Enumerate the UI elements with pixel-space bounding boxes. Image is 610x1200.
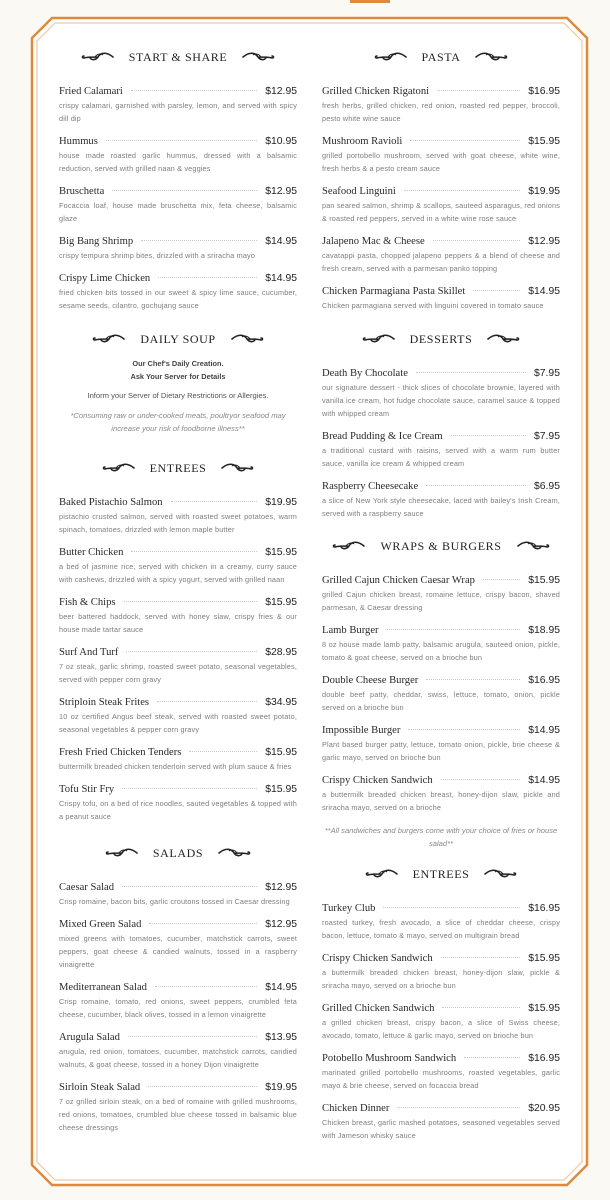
item-description: Focaccia loaf, house made bruschetta mix, feta cheese, balsamic glaze [59,201,297,223]
dotted-leader [397,1107,520,1108]
item-description: crispy tempura shrimp bites, drizzled with a sriracha mayo [59,251,256,260]
item-name: Tofu Stir Fry [59,784,115,795]
menu-item-row [322,430,560,444]
item-price: $14.95 [265,982,297,993]
menu-item [322,235,560,275]
dotted-leader [112,190,257,191]
item-description: buttermilk breaded chicken tenderloin served with plum sauce & fries [59,762,292,771]
sides-note: **All sandwiches and burgers come with your choice of fries or house salad** [324,826,558,848]
item-description: 7 oz grilled sirloin steak, on a bed of romaine with grilled mushrooms, red onions, tomatoes, crumbled blue cheese tossed in balsamic blue cheese dressings [59,1097,297,1132]
item-name: Death By Chocolate [322,368,408,379]
menu-item [322,952,560,992]
section-title: START & SHARE [128,49,228,64]
menu-item-row [322,480,560,494]
item-name: Hummus [59,136,98,147]
dotted-leader [416,372,526,373]
item-price: $14.95 [528,286,560,297]
section-title: ENTREES [412,866,470,881]
menu-item-row [59,496,297,510]
item-price: $20.95 [528,1103,560,1114]
menu-item-row [322,185,560,199]
section-header [322,536,560,556]
item-name: Jalapeno Mac & Cheese [322,236,425,247]
section-title: ENTREES [149,460,207,475]
menu-item [322,774,560,814]
item-description: pan seared salmon, shrimp & scallops, sauteed asparagus, red onions & roasted red peppers, served in a white wine rose sauce [322,201,560,223]
menu-item-row [59,546,297,560]
item-description: our signature dessert - thick slices of chocolate brownie, layered with vanilla ice cream, hot fudge chocolate sauce, caramel sauce & topped with whipped cream [322,383,560,418]
menu-section [59,47,297,322]
item-description: a grilled chicken breast, crispy bacon, a slice of Swiss cheese, avocado, tomato, lettuce & garlic mayo, served on brioche bun [322,1018,560,1040]
menu-item-row [59,272,297,286]
item-price: $7.95 [533,431,560,442]
item-price: $12.95 [265,186,297,197]
menu-item [322,724,560,764]
item-price: $15.95 [528,136,560,147]
item-description: crispy calamari, garnished with parsley, lemon, and served with spicy dill dip [59,101,297,123]
dotted-leader [155,986,257,987]
item-description: 7 oz steak, garlic shrimp, roasted sweet potato, seasonal vegetables, served with pepper corn gravy [59,662,297,684]
menu-item-row [322,624,560,638]
item-name: Fresh Fried Chicken Tenders [59,747,182,758]
menu-item-row [59,981,297,995]
item-name: Surf And Turf [59,647,119,658]
dotted-leader [149,923,257,924]
dotted-leader [128,1036,257,1037]
item-description: a buttermilk breaded chicken breast, honey-dijon slaw, pickle and sriracha mayo, served on a brioche [322,790,560,812]
item-description: fresh herbs, grilled chicken, red onion, roasted red pepper, broccoli, pesto white wine sauce [322,101,560,123]
item-price: $16.95 [528,675,560,686]
menu-section [59,329,297,435]
item-price: $15.95 [528,1003,560,1014]
menu-section [322,536,560,850]
menu-item [322,902,560,942]
daily-soup-info [59,357,297,435]
flourish-left-icon [81,51,115,63]
dotted-leader [442,1007,520,1008]
dotted-leader [122,788,257,789]
menu-item-row [59,135,297,149]
item-description: mixed greens with tomatoes, cucumber, matchstick carrots, sweet peppers, goat cheese & candied walnuts, tossed in a raspberry vinaigrette [59,934,297,969]
flourish-left-icon [332,540,366,552]
item-name: Sirloin Steak Salad [59,1082,141,1093]
dotted-leader [106,140,257,141]
section-header [59,458,297,478]
item-price: $28.95 [265,647,297,658]
dotted-leader [189,751,257,752]
dotted-leader [426,679,520,680]
item-description: Crisp romaine, bacon bits, garlic croutons tossed in Caesar dressing [59,897,290,906]
item-description: beer battered haddock, served with honey slaw, crispy fries & our house made tartar sauce [59,612,297,634]
item-description: 10 oz certified Angus beef steak, served with roasted sweet potato, seasonal vegetables & pepper corn gravy [59,712,297,734]
item-price: $15.95 [528,575,560,586]
item-name: Turkey Club [322,903,376,914]
flourish-left-icon [102,462,136,474]
menu-section [59,458,297,833]
item-price: $12.95 [265,882,297,893]
item-name: Impossible Burger [322,725,401,736]
dotted-leader [126,651,257,652]
dotted-leader [410,140,520,141]
menu-item [322,574,560,614]
item-price: $15.95 [265,747,297,758]
item-price: $14.95 [265,236,297,247]
menu-item [59,783,297,823]
item-price: $15.95 [265,784,297,795]
item-description: a buttermilk breaded chicken breast, honey-dijon slaw, pickle & sriracha mayo, served on a brioche bun [322,968,560,990]
section-header [59,843,297,863]
item-description: Chicken parmagiana served with linguini covered in tomato sauce [322,301,544,310]
dotted-leader [131,90,257,91]
menu-item [59,496,297,536]
item-description: Chicken breast, garlic mashed potatoes, seasoned vegetables served with Jameson whisky sauce [322,1118,560,1140]
item-price: $34.95 [265,697,297,708]
item-price: $18.95 [528,625,560,636]
flourish-right-icon [474,51,508,63]
item-name: Chicken Parmagiana Pasta Skillet [322,286,466,297]
dotted-leader [124,601,258,602]
item-description: grilled Cajun chicken breast, romaine lettuce, crispy bacon, shaved parmesan, & Caesar dressing [322,590,560,612]
item-description: a slice of New York style cheesecake, laced with bailey's Irish Cream, served with a raspberry sauce [322,496,560,518]
menu-item-row [59,185,297,199]
item-name: Bread Pudding & Ice Cream [322,431,443,442]
flourish-left-icon [365,868,399,880]
dotted-leader [408,729,520,730]
item-name: Mediterranean Salad [59,982,147,993]
menu-item [322,674,560,714]
section-header [322,47,560,67]
dotted-leader [433,240,521,241]
menu-item-row [322,1002,560,1016]
menu-item [59,272,297,312]
menu-item-row [59,881,297,895]
menu-item [59,1081,297,1134]
menu-item [322,480,560,520]
flourish-right-icon [483,868,517,880]
item-description: arugula, red onion, tomatoes, cucumber, matchstick carrots, candied walnuts, & goat cheese, tossed in a honey Dijon vinaigrette [59,1047,297,1069]
menu-item [59,981,297,1021]
menu-item-row [59,1031,297,1045]
item-price: $19.95 [265,497,297,508]
item-price: $6.95 [533,481,560,492]
item-name: Crispy Chicken Sandwich [322,775,433,786]
flourish-right-icon [230,333,264,345]
menu-item [59,546,297,586]
item-description: 8 oz house made lamb patty, balsamic arugula, sauteed onion, pickle, tomato & goat cheese, served on a brioche bun [322,640,560,662]
item-description: roasted turkey, fresh avocado, a slice of cheddar cheese, crispy bacon, lettuce, tomato & mayo, served on multigrain bread [322,918,560,940]
dotted-leader [387,629,521,630]
dotted-leader [383,907,520,908]
item-price: $19.95 [265,1082,297,1093]
item-name: Grilled Chicken Sandwich [322,1003,435,1014]
menu-item-row [59,918,297,932]
flourish-right-icon [217,847,251,859]
menu-item [59,596,297,636]
item-price: $16.95 [528,86,560,97]
item-price: $14.95 [265,273,297,284]
menu-item-row [322,952,560,966]
menu-section [322,47,560,322]
menu-section [322,864,560,1152]
dotted-leader [171,501,258,502]
item-name: Caesar Salad [59,882,115,893]
item-price: $16.95 [528,1053,560,1064]
item-name: Bruschetta [59,186,105,197]
menu-item-row [59,746,297,760]
item-price: $15.95 [265,597,297,608]
menu-item [322,430,560,470]
flourish-right-icon [241,51,275,63]
item-description: cavatappi pasta, chopped jalapeno peppers & a blend of cheese and fresh cream, served with a parmesan panko topping [322,251,560,273]
dotted-leader [473,290,520,291]
item-price: $14.95 [528,775,560,786]
menu-section [59,843,297,1144]
menu-item-row [322,285,560,299]
dotted-leader [451,435,526,436]
menu-item [322,367,560,420]
dotted-leader [148,1086,257,1087]
soup-line-1: Our Chef's Daily Creation. [132,359,224,368]
item-description: Crisp romaine, tomato, red onions, sweet peppers, crumbled feta cheese, cucumber, black olives, tossed in a lemon vinaigrette [59,997,297,1019]
dotted-leader [122,886,257,887]
dotted-leader [437,90,520,91]
menu-item [322,285,560,312]
dotted-leader [131,551,257,552]
item-name: Crispy Lime Chicken [59,273,151,284]
menu-item [59,881,297,908]
menu-item-row [322,1102,560,1116]
flourish-left-icon [105,847,139,859]
menu-item-row [322,902,560,916]
menu-item [59,746,297,773]
item-name: Chicken Dinner [322,1103,390,1114]
item-name: Fish & Chips [59,597,116,608]
section-title: DESSERTS [409,331,473,346]
item-price: $7.95 [533,368,560,379]
menu-item [59,185,297,225]
item-price: $16.95 [528,903,560,914]
menu-item-row [322,1052,560,1066]
item-description: Crispy tofu, on a bed of rice noodles, sauted vegetables & topped with a peanut sauce [59,799,297,821]
menu-item [59,918,297,971]
section-title: WRAPS & BURGERS [380,538,502,553]
item-price: $10.95 [265,136,297,147]
item-name: Potobello Mushroom Sandwich [322,1053,457,1064]
flourish-right-icon [516,540,550,552]
menu-item-row [322,774,560,788]
menu-item [322,1002,560,1042]
menu-item [59,235,297,262]
item-name: Grilled Cajun Chicken Caesar Wrap [322,575,475,586]
menu-item [59,1031,297,1071]
item-price: $15.95 [265,547,297,558]
item-price: $13.95 [265,1032,297,1043]
dotted-leader [426,485,526,486]
item-price: $12.95 [528,236,560,247]
item-name: Arugula Salad [59,1032,120,1043]
menu-item [322,624,560,664]
menu-item-row [59,696,297,710]
menu-item [322,85,560,125]
item-name: Fried Calamari [59,86,123,97]
dotted-leader [158,277,257,278]
section-header [322,329,560,349]
dotted-leader [157,701,257,702]
menu-section [322,329,560,530]
item-description: Plant based burger patty, lettuce, tomato onion, pickle, brie cheese & garlic mayo, served on brioche bun [322,740,560,762]
flourish-right-icon [486,333,520,345]
item-price: $12.95 [265,86,297,97]
section-title: DAILY SOUP [140,331,216,346]
menu-item-row [59,646,297,660]
item-description: a bed of jasmine rice, served with chicken in a creamy, curry sauce with cashews, drizzled with a spicy yogurt, served with grilled naan [59,562,297,584]
menu-item-row [59,85,297,99]
menu-item [322,135,560,175]
dotted-leader [404,190,520,191]
item-description: pistachio crusted salmon, served with roasted sweet potatoes, warm spinach, tomatoes, drizzled with lemon maple butter [59,512,297,534]
item-description: fried chicken bits tossed in our sweet & spicy lime sauce, cucumber, sesame seeds, cilantro, gochujang sauce [59,288,297,310]
item-price: $14.95 [528,725,560,736]
menu-item [59,135,297,175]
flourish-right-icon [220,462,254,474]
item-name: Grilled Chicken Rigatoni [322,86,430,97]
item-price: $19.95 [528,186,560,197]
menu-item-row [322,724,560,738]
menu-item-row [322,367,560,381]
menu-item-row [322,674,560,688]
item-price: $12.95 [265,919,297,930]
item-name: Mixed Green Salad [59,919,142,930]
item-description: house made roasted garlic hummus, dressed with a balsamic reduction, served with grilled naan & veggies [59,151,297,173]
dotted-leader [441,779,521,780]
menu-item-row [322,85,560,99]
dotted-leader [441,957,521,958]
section-header [59,329,297,349]
section-title: SALADS [152,845,204,860]
menu-item-row [322,135,560,149]
menu-item-row [59,596,297,610]
item-name: Raspberry Cheesecake [322,481,419,492]
item-name: Butter Chicken [59,547,124,558]
item-name: Double Cheese Burger [322,675,419,686]
menu-item [322,1102,560,1142]
section-header [322,864,560,884]
menu-item [59,696,297,736]
menu-item-row [322,574,560,588]
item-description: marinated grilled portobello mushrooms, roasted vegetables, garlic mayo & brie cheese, served on focaccia bread [322,1068,560,1090]
dotted-leader [464,1057,520,1058]
item-name: Striploin Steak Frites [59,697,150,708]
flourish-left-icon [362,333,396,345]
section-header [59,47,297,67]
item-description: double beef patty, cheddar, swiss, lettuce, tomato, onion, pickle served on a brioche bun [322,690,560,712]
item-name: Crispy Chicken Sandwich [322,953,433,964]
dotted-leader [141,240,257,241]
item-name: Big Bang Shrimp [59,236,134,247]
item-description: grilled portobello mushroom, served with goat cheese, white wine, fresh herbs & a pesto cream sauce [322,151,560,173]
section-title: PASTA [421,49,461,64]
dotted-leader [483,579,520,580]
menu-item [59,646,297,686]
item-name: Seafood Linguini [322,186,396,197]
food-safety-warning: *Consuming raw or under-cooked meats, poultryor seafood may increase your risk of foodborne illness** [70,411,286,433]
item-name: Baked Pistachio Salmon [59,497,163,508]
allergy-notice: Inform your Server of Dietary Restrictions or Allergies. [87,391,269,400]
menu-item-row [59,235,297,249]
menu-item-row [59,1081,297,1095]
soup-line-2: Ask Your Server for Details [130,372,226,381]
menu-item-row [322,235,560,249]
menu-item [322,1052,560,1092]
item-name: Mushroom Ravioli [322,136,403,147]
menu-item-row [59,783,297,797]
item-price: $15.95 [528,953,560,964]
menu-item [59,85,297,125]
menu-item [322,185,560,225]
item-description: a traditional custard with raisins, served with a warm rum butter sauce, vanilla ice cream & whipped cream [322,446,560,468]
flourish-left-icon [92,333,126,345]
item-name: Lamb Burger [322,625,379,636]
flourish-left-icon [374,51,408,63]
